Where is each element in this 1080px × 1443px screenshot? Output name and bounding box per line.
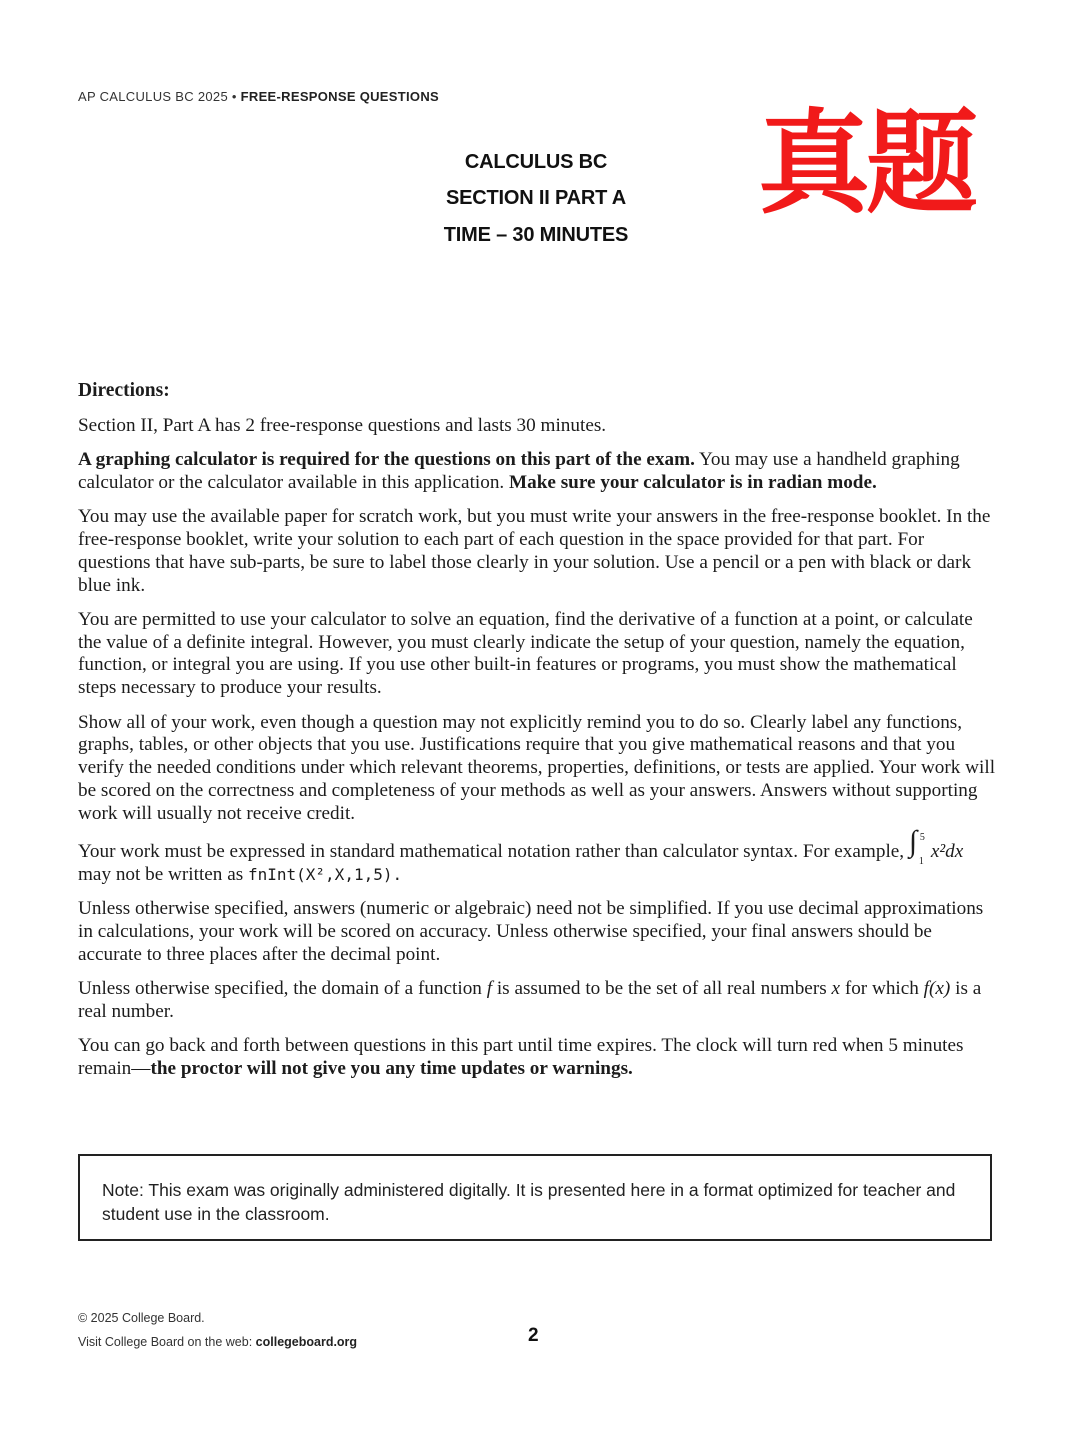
page-number: 2 <box>528 1325 539 1346</box>
directions-paragraph-3: You may use the available paper for scratch work, but you must write your answers in the free-response booklet. In the free-response booklet, write your solution to each part of each question in the space provided for that part. For questions that have sub-parts, be sure to label those clearly in your solution. Use a pencil or a pen with black or dark blue ink. <box>78 506 991 596</box>
visit-line <box>78 1330 357 1354</box>
copyright-text: © 2025 College Board. <box>78 1311 205 1325</box>
directions-paragraph-7: Unless otherwise specified, answers (numeric or algebraic) need not be simplified. If you use decimal approximations in calculations, your work will be scored on accuracy. Unless otherwise specified, your final answers should be accurate to three places after the decimal point. <box>78 898 984 965</box>
directions-paragraph-4: You are permitted to use your calculator to solve an equation, find the derivative of a function at a point, or calculate the value of a definite integral. However, you must clearly indicate the setup of your question, namely the equation, function, or integral you are using. If you use other built-in features or programs, you must show the mathematical steps necessary to produce your results. <box>78 608 973 699</box>
note-text: Note: This exam was originally administered digitally. It is presented here in a format optimized for teacher and student use in the classroom. <box>102 1180 956 1224</box>
integral-symbol: ∫ 5 1 <box>909 837 931 863</box>
calculator-syntax-example: fnInt(X²,X,1,5). <box>247 864 403 884</box>
title-line-1: CALCULUS BC <box>464 151 608 173</box>
visit-prefix: Visit College Board on the web: <box>78 1335 256 1349</box>
directions-paragraph-1: Section II, Part A has 2 free-response questions and lasts 30 minutes. <box>78 414 607 436</box>
red-stamp-label: 真题 <box>758 101 974 226</box>
directions <box>78 380 998 1092</box>
footer <box>78 1306 357 1354</box>
domain-text-c: for which <box>840 978 924 1000</box>
domain-text-a: Unless otherwise specified, the domain of a function <box>78 978 487 1000</box>
radian-mode-text: Make sure your calculator is in radian mode. <box>509 471 877 493</box>
timing-text: You can go back and forth between questions in this part until time expires. The clock will turn red when 5 minutes remain— <box>78 1035 964 1079</box>
notation-text-2: may not be written as <box>78 863 248 885</box>
domain-text-b: is assumed to be the set of all real numbers <box>492 978 832 1000</box>
integral-upper-limit: 5 <box>919 832 925 844</box>
directions-paragraph-9 <box>78 1035 998 1081</box>
integral-lower-limit: 1 <box>918 856 924 868</box>
calculator-options-text: You may use a handheld graphing calculator or the calculator available in this application. <box>78 449 960 493</box>
title-line-2: SECTION II PART A <box>446 187 626 209</box>
website-link[interactable]: collegeboard.org <box>255 1335 358 1349</box>
title-line-3: TIME – 30 MINUTES <box>443 224 629 246</box>
calculator-required-text: A graphing calculator is required for the questions on this part of the exam. <box>78 449 695 471</box>
directions-paragraph-6 <box>78 825 998 887</box>
notation-text: Your work must be expressed in standard mathematical notation rather than calculator syntax. For example, <box>78 841 909 863</box>
variable-x: x <box>831 978 841 1000</box>
running-head-prefix: AP CALCULUS BC 2025 • <box>78 89 241 104</box>
note-box <box>78 1154 992 1241</box>
function-f-of-x: f(x) <box>923 978 951 1000</box>
directions-paragraph-2 <box>78 449 998 495</box>
domain-text-d: is a real number. <box>78 978 982 1022</box>
running-head-bold: FREE-RESPONSE QUESTIONS <box>240 89 439 104</box>
running-head <box>78 89 439 104</box>
directions-paragraph-8 <box>78 978 998 1024</box>
function-f: f <box>486 978 493 1000</box>
proctor-warning-text: the proctor will not give you any time updates or warnings. <box>150 1057 633 1079</box>
directions-paragraph-5: Show all of your work, even though a question may not explicitly remind you to do so. Clearly label any functions, graphs, tables, or other objects that you use. Justifications require that you give mathematical reasons and that you verify the needed conditions under which relevant theorems, properties, definitions, or tests are applied. Your work will be scored on the correctness and completeness of your methods as well as your answers. Answers without supporting work will usually not receive credit. <box>78 711 996 824</box>
integrand: x²dx <box>930 841 964 863</box>
directions-heading: Directions: <box>78 380 170 401</box>
